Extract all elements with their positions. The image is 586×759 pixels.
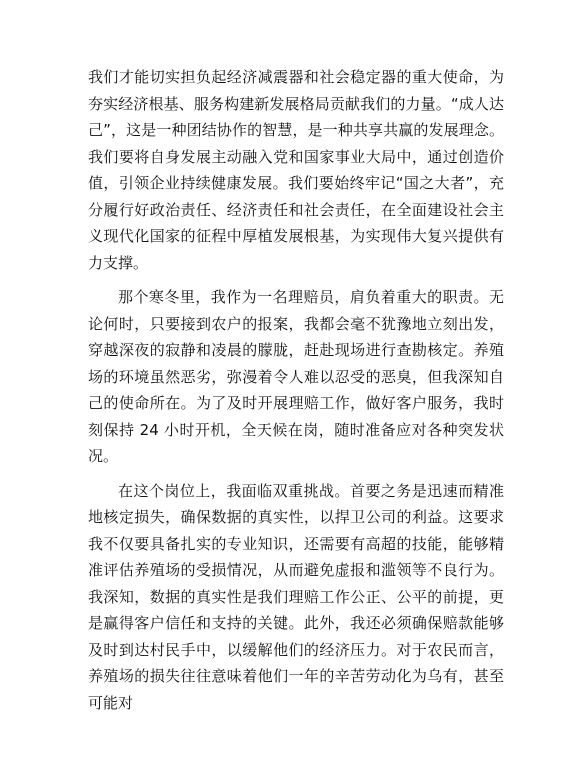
- paragraph-1: 我们才能切实担负起经济减震器和社会稳定器的重大使命，为夯实经济根基、服务构建新发展格局贡献我们的力量。“成人达己”，这是一种团结协作的智慧，是一种共享共赢的发展理念。我们要将自身发展主动融入党和国家事业大局中，通过创造价值，引领企业持续健康发展。我们要始终牢记“国之大者”，充分履行好政治责任、经济责任和社会责任，在全面建设社会主义现代化国家的征程中厚植发展根基，为实现伟大复兴提供有力支撑。: [88, 68, 504, 272]
- paragraph-gap: [88, 470, 504, 478]
- paragraph-gap: [88, 276, 504, 284]
- paragraph-2: 那个寒冬里，我作为一名理赔员，肩负着重大的职责。无论何时，只要接到农户的报案，我都会毫不犹豫地立刻出发，穿越深夜的寂静和凌晨的朦胧，赶赴现场进行查勘核定。养殖场的环境虽然恶劣，弥漫着令人难以忍受的恶臭，但我深知自己的使命所在。为了及时开展理赔工作，做好客户服务，我时刻保持 24 小时开机，全天候在岗，随时准备应对各种突发状况。: [88, 288, 504, 465]
- document-body: [88, 64, 504, 716]
- paragraph-3: 在这个岗位上，我面临双重挑战。首要之务是迅速而精准地核定损失，确保数据的真实性，以捍卫公司的利益。这要求我不仅要具备扎实的专业知识，还需要有高超的技能，能够精准评估养殖场的受损情况，从而避免虚报和滥领等不良行为。我深知，数据的真实性是我们理赔工作公正、公平的前提，更是赢得客户信任和支持的关键。此外，我还必须确保赔款能够及时到达村民手中，以缓解他们的经济压力。对于农民而言，养殖场的损失往往意味着他们一年的辛苦劳动化为乌有，甚至可能对: [88, 481, 504, 712]
